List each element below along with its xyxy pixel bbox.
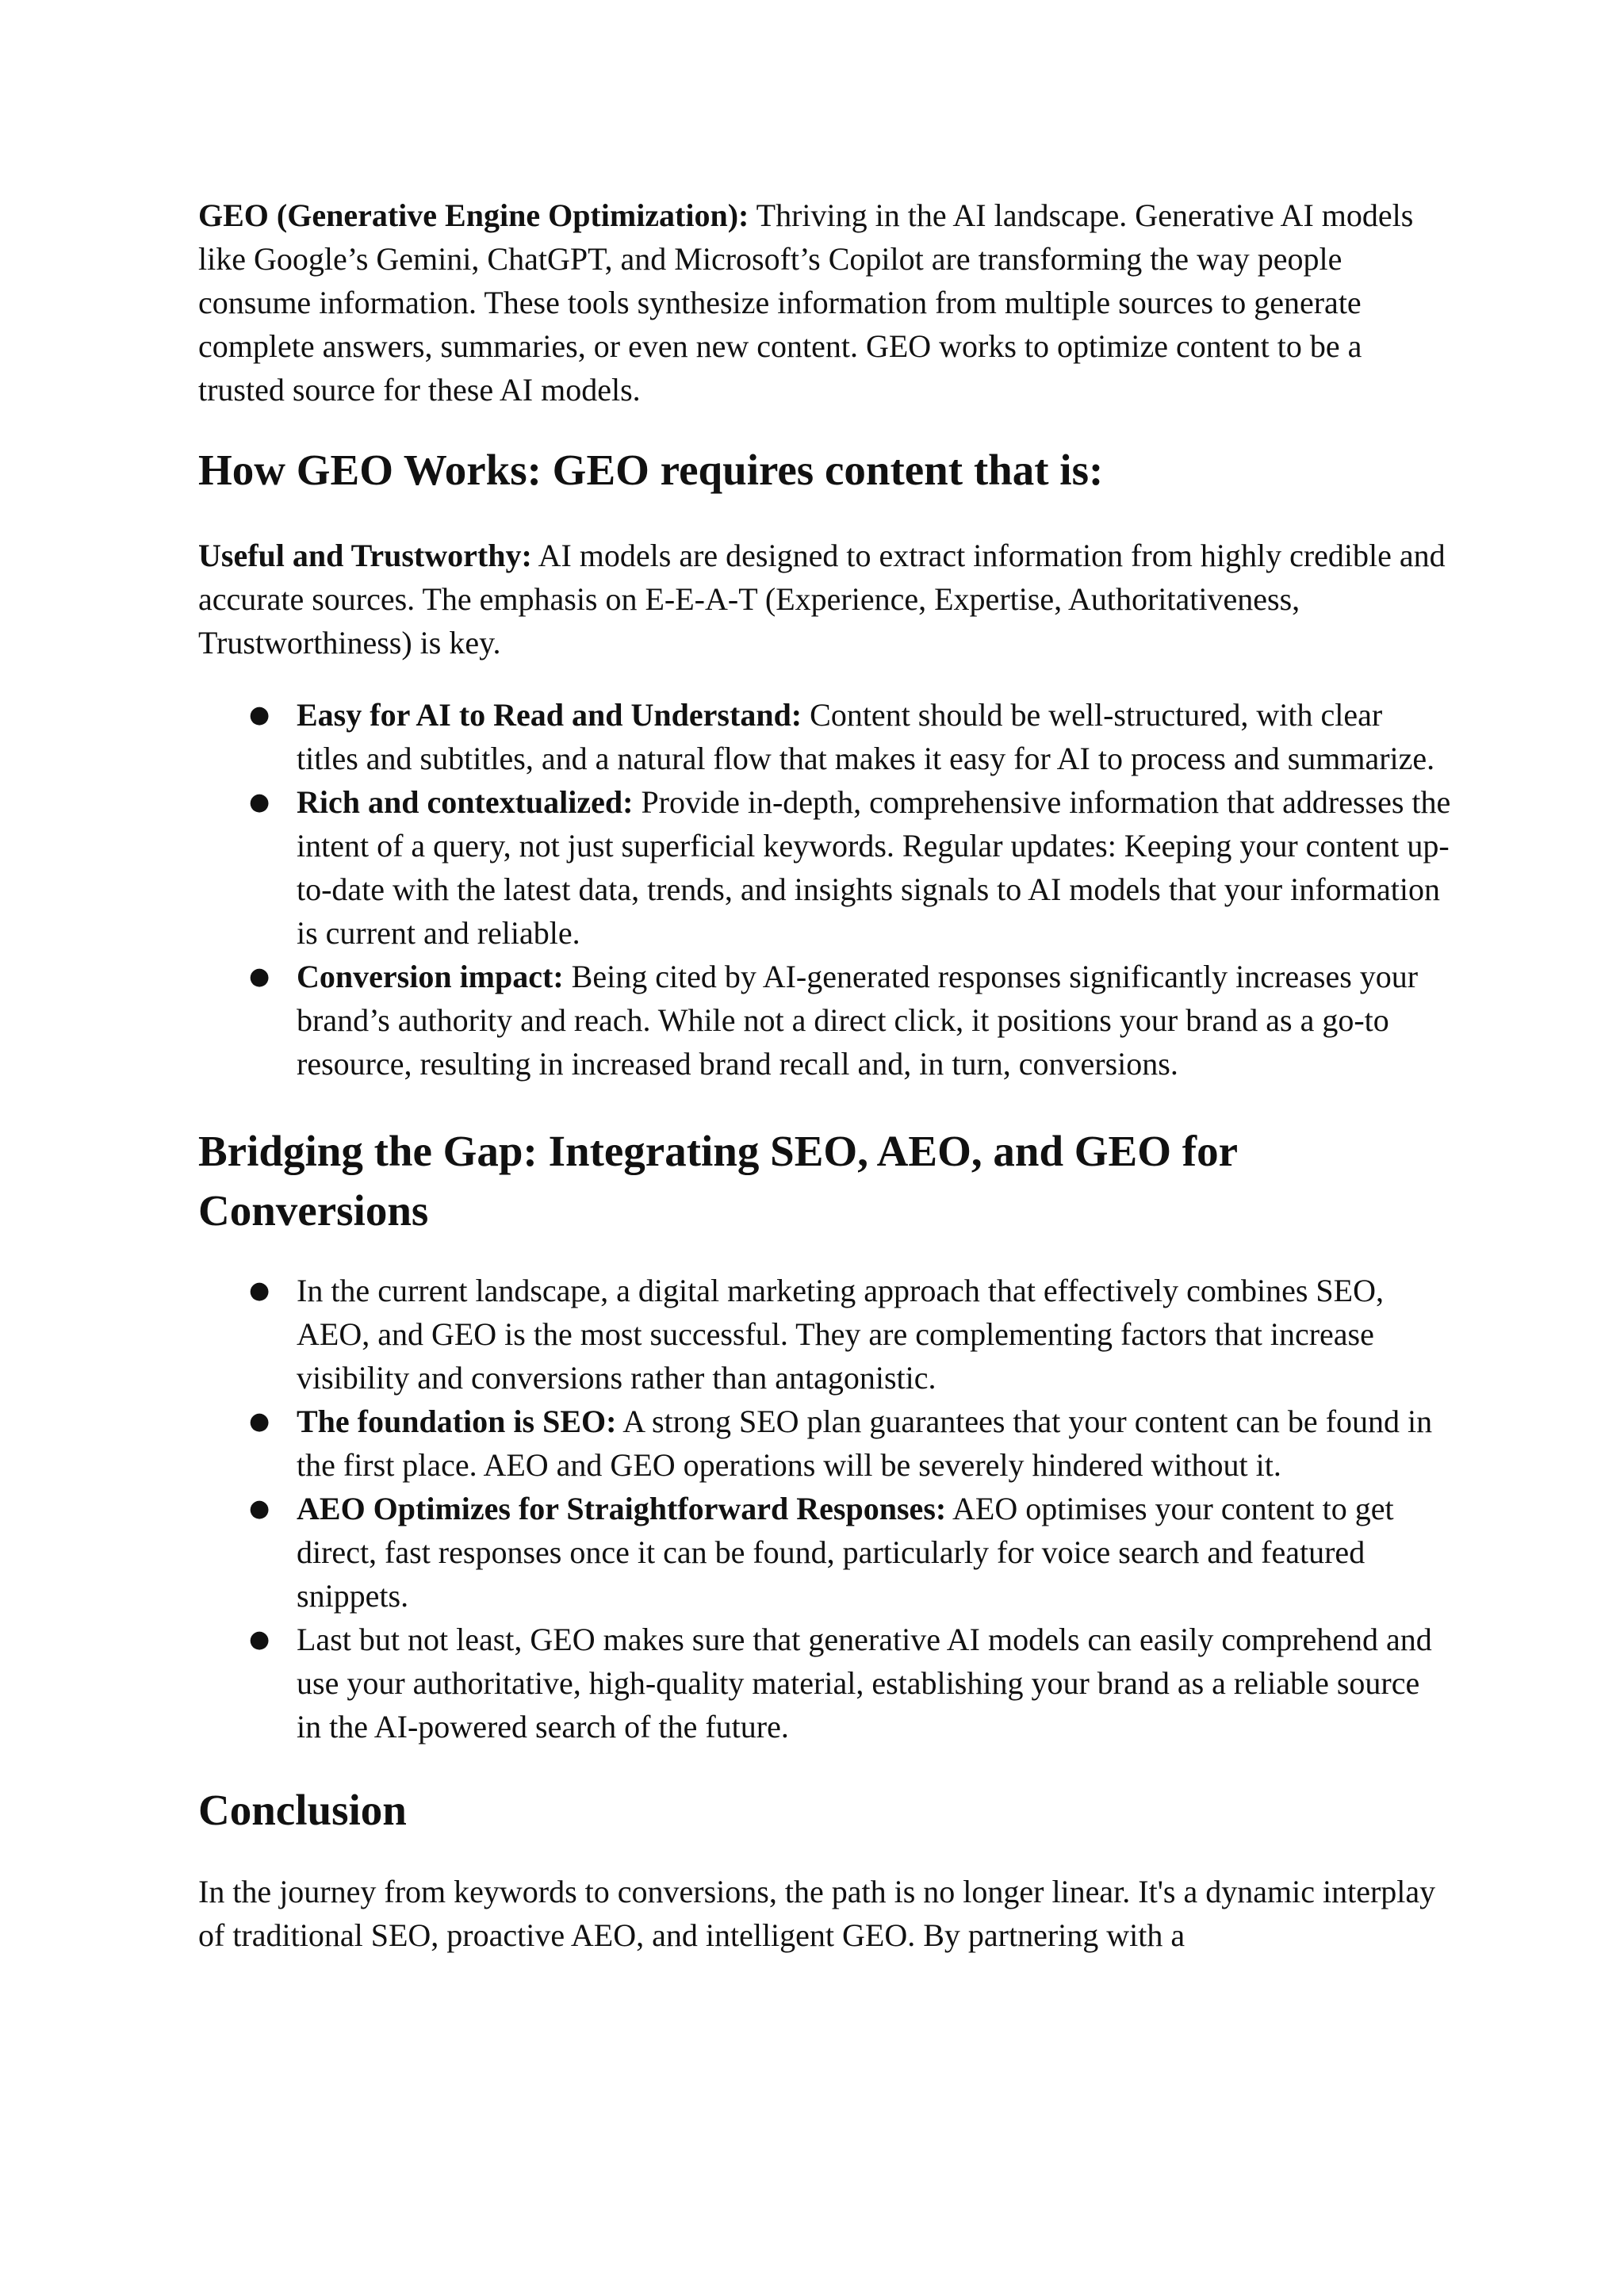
- intro-label: GEO (Generative Engine Optimization):: [198, 197, 749, 233]
- bullet-icon: ●: [249, 963, 270, 990]
- list-item-text: Being cited by AI-generated responses significantly increases your brand’s authority and reach. While not a direct click, it positions your brand as a go-to resource, resulting in increased brand recall and, in turn, conversions.: [297, 959, 1419, 1082]
- bullet-icon: ●: [249, 1626, 270, 1653]
- bullet-icon: ●: [249, 1277, 270, 1304]
- list-item: [198, 1400, 1451, 1487]
- list-item: [198, 780, 1451, 955]
- bullet-icon: ●: [249, 1495, 270, 1522]
- section-heading-how-geo-works: How GEO Works: GEO requires content that is:: [198, 446, 1104, 494]
- list-item: [198, 955, 1451, 1086]
- trustworthy-paragraph: [198, 534, 1451, 664]
- conclusion-paragraph: In the journey from keywords to conversions, the path is no longer linear. It's a dynamic interplay of traditional SEO, proactive AEO, and intelligent GEO. By partnering with a: [198, 1874, 1436, 1953]
- list-item-label: AEO Optimizes for Straightforward Responses:: [297, 1491, 947, 1526]
- bullet-icon: ●: [249, 1407, 270, 1435]
- list-item-text: AEO optimises your content to get direct, fast responses once it can be found, particularly for voice search and featured snippets.: [297, 1491, 1394, 1614]
- list-item-label: Easy for AI to Read and Understand:: [297, 697, 802, 733]
- intro-paragraph: [198, 193, 1451, 412]
- list-item-text: A strong SEO plan guarantees that your content can be found in the first place. AEO and GEO operations will be severely hindered without it.: [297, 1404, 1433, 1483]
- section-heading-bridging-the-gap: Bridging the Gap: Integrating SEO, AEO, and GEO for Conversions: [198, 1127, 1238, 1235]
- list-item-text: Last but not least, GEO makes sure that generative AI models can easily comprehend and use your authoritative, high-quality material, establishing your brand as a reliable source in the AI-powered search of the future.: [297, 1622, 1432, 1744]
- bullet-icon: ●: [249, 788, 270, 816]
- list-item-text: Provide in-depth, comprehensive information that addresses the intent of a query, not just superficial keywords. Regular updates: Keeping your content up-to-date with the latest data, trends, and insights signals to AI models that your information is current and reliable.: [297, 784, 1451, 951]
- list-item-text: Content should be well-structured, with clear titles and subtitles, and a natural flow that makes it easy for AI to process and summarize.: [297, 697, 1435, 776]
- list-item-label: Conversion impact:: [297, 959, 564, 994]
- intro-text: Thriving in the AI landscape. Generative AI models like Google’s Gemini, ChatGPT, and Microsoft’s Copilot are transforming the way people consume information. These tools synthesize information from multiple sources to generate complete answers, summaries, or even new content. GEO works to optimize content to be a trusted source for these AI models.: [198, 197, 1414, 408]
- section-heading-conclusion: Conclusion: [198, 1786, 407, 1834]
- geo-requirements-list: [198, 693, 1451, 1086]
- trustworthy-label: Useful and Trustworthy:: [198, 538, 532, 573]
- list-item: [198, 1269, 1451, 1400]
- list-item-text: In the current landscape, a digital marketing approach that effectively combines SEO, AEO, and GEO is the most successful. They are complementing factors that increase visibility and conversions rather than antagonistic.: [297, 1273, 1384, 1396]
- bullet-icon: ●: [249, 701, 270, 729]
- document-body: [198, 193, 1451, 1957]
- list-item: [198, 1618, 1451, 1748]
- list-item: [198, 1487, 1451, 1618]
- list-item-label: Rich and contextualized:: [297, 784, 634, 820]
- trustworthy-text: AI models are designed to extract information from highly credible and accurate sources. The emphasis on E-E-A-T (Experience, Expertise, Authoritativeness, Trustworthiness) is key.: [198, 538, 1446, 661]
- list-item: [198, 693, 1451, 780]
- integration-list: [198, 1269, 1451, 1748]
- list-item-label: The foundation is SEO:: [297, 1404, 617, 1439]
